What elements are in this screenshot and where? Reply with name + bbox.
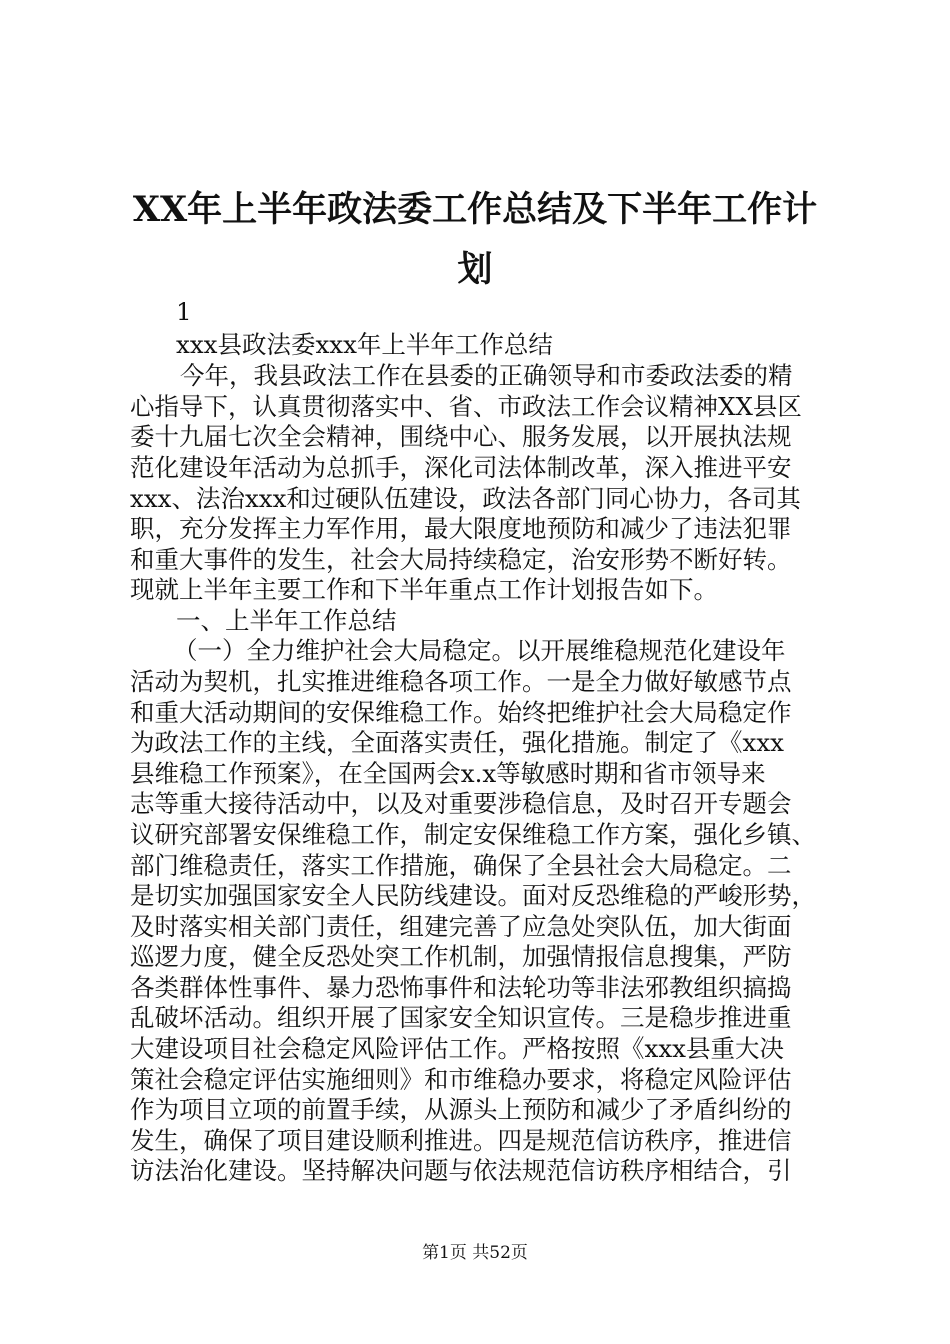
document-title-line-2: 划 <box>457 249 493 290</box>
paragraph-line: 今年，我县政法工作在县委的正确领导和市委政法委的精 <box>180 361 793 390</box>
paragraph-line: 发生，确保了项目建设顺利推进。四是规范信访秩序，推进信 <box>130 1126 792 1155</box>
document-title-line-1: XX年上半年政法委工作总结及下半年工作计 <box>132 189 818 230</box>
paragraph-line: 活动为契机，扎实推进维稳各项工作。一是全力做好敏感节点 <box>130 667 792 696</box>
paragraph-line: 议研究部署安保维稳工作，制定安保维稳工作方案，强化乡镇、 <box>130 820 816 849</box>
paragraph-line: 巡逻力度，健全反恐处突工作机制，加强情报信息搜集，严防 <box>130 942 792 971</box>
paragraph-line: 是切实加强国家安全人民防线建设。面对反恐维稳的严峻形势， <box>130 881 816 910</box>
paragraph-line: 各类群体性事件、暴力恐怖事件和法轮功等非法邪教组织搞捣 <box>130 973 792 1002</box>
paragraph-line: 及时落实相关部门责任，组建完善了应急处突队伍，加大街面 <box>130 912 792 941</box>
paragraph-line: 志等重大接待活动中，以及对重要涉稳信息，及时召开专题会 <box>130 789 792 818</box>
paragraph-line: 访法治化建设。坚持解决问题与依法规范信访秩序相结合，引 <box>130 1156 792 1185</box>
section-heading: xxx县政法委xxx年上半年工作总结 <box>176 330 553 359</box>
section-number: 1 <box>176 297 192 326</box>
paragraph-line: 心指导下，认真贯彻落实中、省、市政法工作会议精神XX县区 <box>130 392 802 421</box>
paragraph-line: 作为项目立项的前置手续，从源头上预防和减少了矛盾纠纷的 <box>130 1095 792 1124</box>
paragraph-line: xxx、法治xxx和过硬队伍建设，政法各部门同心协力，各司其 <box>130 484 801 513</box>
paragraph-line: 策社会稳定评估实施细则》和市维稳办要求，将稳定风险评估 <box>130 1065 792 1094</box>
paragraph-line: 乱破坏活动。组织开展了国家安全知识宣传。三是稳步推进重 <box>130 1003 792 1032</box>
paragraph-line: 大建设项目社会稳定风险评估工作。严格按照《xxx县重大决 <box>130 1034 784 1063</box>
paragraph-line: 范化建设年活动为总抓手，深化司法体制改革，深入推进平安 <box>130 453 792 482</box>
paragraph-line: 职，充分发挥主力军作用，最大限度地预防和减少了违法犯罪 <box>130 514 792 543</box>
paragraph-line: （一）全力维护社会大局稳定。以开展维稳规范化建设年 <box>173 636 786 665</box>
paragraph-line: 县维稳工作预案》，在全国两会x.x等敏感时期和省市领导来 <box>130 759 766 788</box>
paragraph-line: 委十九届七次全会精神，围绕中心、服务发展，以开展执法规 <box>130 422 792 451</box>
page-footer: 第1页 共52页 <box>422 1243 528 1263</box>
paragraph-line: 和重大活动期间的安保维稳工作。始终把维护社会大局稳定作 <box>130 698 792 727</box>
section-heading: 一、上半年工作总结 <box>176 606 397 635</box>
paragraph-line: 为政法工作的主线，全面落实责任，强化措施。制定了《xxx <box>130 728 784 757</box>
paragraph-line: 现就上半年主要工作和下半年重点工作计划报告如下。 <box>130 575 718 604</box>
paragraph-line: 部门维稳责任，落实工作措施，确保了全县社会大局稳定。二 <box>130 851 792 880</box>
paragraph-line: 和重大事件的发生，社会大局持续稳定，治安形势不断好转。 <box>130 545 792 574</box>
